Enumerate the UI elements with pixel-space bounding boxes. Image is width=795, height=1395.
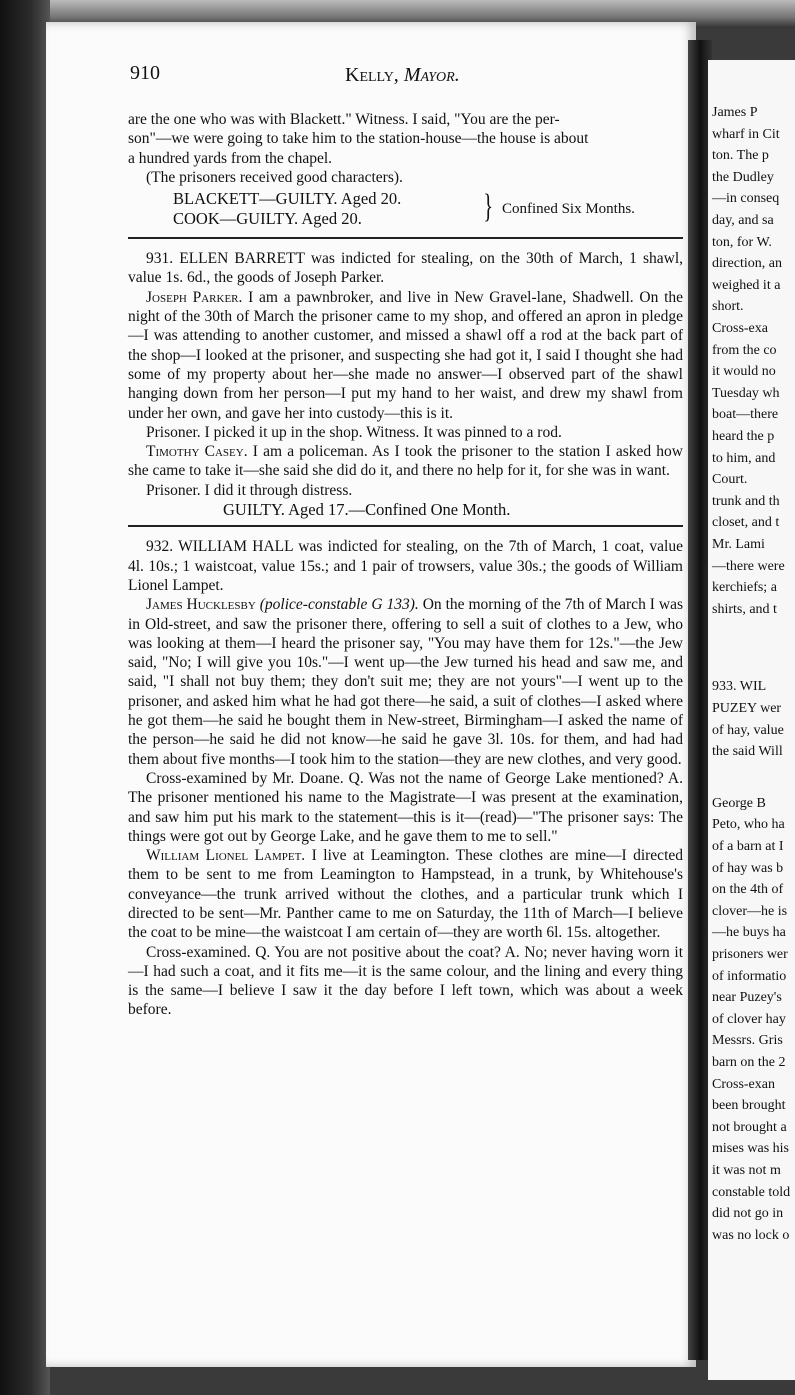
right-page-line: it would no: [712, 364, 776, 380]
right-page-line: mises was his: [712, 1141, 789, 1157]
testimony-text: I am a pawnbroker, and live in New Gravel-lane, Shadwell. On the night of the 30th of March the prisoner came to my shop, and offered an apron in pledge—I was attending to another customer, and missed a shawl off a rod at the back part of the shop—I looked at the prisoner, and suspecting she had got it, I said I thought she had some of my property about her—she made no answer—I observed part of the shawl hanging down from her person—I put my hand to her waist, and drew my shawl from under her own, and gave her into custody—this is it.: [128, 288, 684, 422]
right-page-line: of clover hay: [712, 1011, 786, 1027]
right-page-line: was no lock o: [712, 1227, 790, 1243]
testimony-paragraph: [128, 442, 683, 481]
testimony-paragraph: [128, 846, 683, 942]
cross-examination: Cross-examined. Q. You are not positive about the coat? A. No; never having worn it—I had such a coat, and it fits me—it is the same colour, and the lining and every thing is the same—I believe I saw it the day before I left town, which was about a week before.: [128, 943, 683, 1019]
running-title-name: Kelly,: [345, 64, 399, 86]
right-page-line: Court.: [712, 472, 748, 488]
right-page-line: boat—there: [712, 407, 779, 423]
right-page-line: day, and sa: [712, 213, 774, 228]
testimony-paragraph: [128, 595, 683, 769]
right-page-line: Mr. Lami: [712, 537, 765, 552]
right-page-line: of hay was b: [712, 860, 784, 876]
right-page-line: Peto, who ha: [712, 817, 785, 833]
testimony-text: On the morning of the 7th of March I was in Old-street, and saw the prisoner there, offering to sell a suit of clothes to a Jew, who was looking at them—I heard the prisoner say, "You may have them for 12s."—the Jew said, "No; I will give you 10s."—I went up—the Jew turned his head and saw me, and said, "I shall not buy them; they don't suit me; they are not yours"—I went up to the prisoner, and asked him what he had got there—he said, a suit of clothes—I asked where he got them—he said he bought them in New-street, Birmingham—I asked the name of the person—he said he did not know—he said he gave 3l. 10s. for them, and had had them about five months—I took him to the station—they are new clothes, and very good.: [128, 596, 683, 768]
right-page-line: the Dudley: [712, 169, 774, 185]
verdict-cook: COOK—GUILTY. Aged 20.: [173, 209, 362, 229]
testimony-paragraph: [128, 288, 683, 423]
case-divider: [128, 525, 683, 527]
right-page-line: prisoners wer: [712, 947, 788, 962]
right-page-line: kerchiefs; a: [712, 580, 777, 596]
cross-examination: Cross-examined by Mr. Doane. Q. Was not the name of George Lake mentioned? A. The prisoner mentioned his name to the Magistrate—I was present at the examination, and saw him put his mark to the statement—this is it—(read)—"The prisoner says: The things were got out by George Lake, and he gave them to me to sell.": [128, 769, 683, 845]
case-930-line: son"—we were going to take him to the station-house—the house is about: [128, 130, 589, 148]
right-page-line: 933. WIL: [712, 679, 767, 695]
right-page-line: of informatio: [712, 968, 787, 984]
prisoner-statement: Prisoner. I picked it up in the shop. Witness. It was pinned to a rod.: [146, 423, 562, 441]
right-page-line: shirts, and t: [712, 601, 777, 617]
sentence-930: Confined Six Months.: [502, 201, 635, 218]
testimony-text: I am a policeman. As I took the prisoner to the station I asked how she came to take it—she said she did do it, and there no help for it, for she was in want.: [128, 443, 683, 480]
right-page-line: Cross-exa: [712, 321, 768, 336]
character-note: (The prisoners received good characters).: [146, 168, 403, 186]
right-page-line: Cross-exan: [712, 1076, 775, 1092]
witness-name: William Lionel Lampet.: [146, 847, 306, 865]
right-page-line: of a barn at I: [712, 839, 784, 854]
testimony-text: I live at Leamington. These clothes are mine—I directed them to be sent to me from Leamington to Hampstead, in a trunk, by Whitehouse's conveyance—the trunk arrived without the clothes, and a particular trunk which I directed to be sent—Mr. Panther came to me on Saturday, the 11th of March—I believe the coat to be mine—the waistcoat I am certain of—they are worth 6l. 15s. altogether.: [128, 847, 684, 942]
brace-symbol: }: [483, 188, 494, 226]
right-page-line: barn on the 2: [712, 1055, 786, 1070]
case-931-heading: 931. ELLEN BARRETT was indicted for stealing, on the 30th of March, 1 shawl, value 1s. 6d., the goods of Joseph Parker.: [128, 250, 683, 287]
right-page-line: —he buys ha: [712, 925, 786, 941]
page-body: [128, 110, 683, 1020]
right-page-line: Tuesday wh: [712, 385, 780, 401]
witness-name: James Hucklesby: [146, 596, 256, 614]
prisoner-statement: Prisoner. I did it through distress.: [146, 481, 353, 499]
case-divider: [128, 237, 683, 239]
right-page-line: trunk and th: [712, 493, 780, 509]
running-title-role: Mayor.: [403, 64, 460, 86]
verdict-930: [128, 189, 683, 231]
right-page-line: —in conseq: [712, 191, 780, 207]
right-page-line: of hay, value: [712, 722, 784, 738]
right-page-line: it was not m: [712, 1163, 781, 1178]
right-page-line: not brought a: [712, 1119, 787, 1135]
right-page-line: on the 4th of: [712, 882, 784, 898]
right-page-line: near Puzey's: [712, 990, 782, 1006]
page-number: 910: [130, 62, 160, 84]
witness-name: Timothy Casey.: [146, 443, 248, 461]
page-right-fragment: [708, 60, 795, 1380]
page-header: [130, 62, 670, 92]
right-page-line: George B: [712, 795, 766, 811]
right-page-line: been brought: [712, 1098, 786, 1114]
right-page-line: heard the p: [712, 429, 775, 444]
right-page-line: closet, and t: [712, 515, 780, 531]
verdict-blackett: BLACKETT—GUILTY. Aged 20.: [173, 189, 402, 209]
right-page-line: wharf in Cit: [712, 126, 780, 142]
right-page-line: to him, and: [712, 450, 776, 466]
right-page-line: ton. The p: [712, 148, 769, 164]
witness-role: (police-constable G 133).: [255, 596, 419, 614]
right-page-line: Messrs. Gris: [712, 1033, 783, 1049]
witness-name: Joseph Parker.: [146, 288, 243, 306]
right-page-line: PUZEY wer: [712, 701, 782, 716]
case-932-heading: 932. WILLIAM HALL was indicted for stealing, on the 7th of March, 1 coat, value 4l. 10s.; 1 waistcoat, value 15s.; and 1 pair of trowsers, value 30s.; the goods of William Lionel Lampet.: [128, 538, 683, 594]
right-page-line: the said Will: [712, 744, 783, 760]
book-spine: [0, 0, 50, 1395]
verdict-931: GUILTY. Aged 17.—Confined One Month.: [223, 500, 511, 520]
right-page-line: direction, an: [712, 256, 782, 272]
case-930-line: are the one who was with Blackett." Witness. I said, "You are the per-: [128, 111, 560, 128]
running-title: [345, 64, 460, 87]
right-page-line: short.: [712, 299, 744, 315]
right-page-line: constable told: [712, 1184, 791, 1200]
case-930-line: a hundred yards from the chapel.: [128, 149, 333, 167]
right-page-line: from the co: [712, 342, 777, 358]
right-page-line: ton, for W.: [712, 234, 772, 250]
right-page-line: did not go in: [712, 1206, 784, 1222]
right-page-line: —there were: [712, 558, 785, 574]
right-page-line: clover—he is: [712, 903, 788, 919]
right-page-line: weighed it a: [712, 277, 781, 293]
right-page-line: James P: [712, 105, 758, 120]
